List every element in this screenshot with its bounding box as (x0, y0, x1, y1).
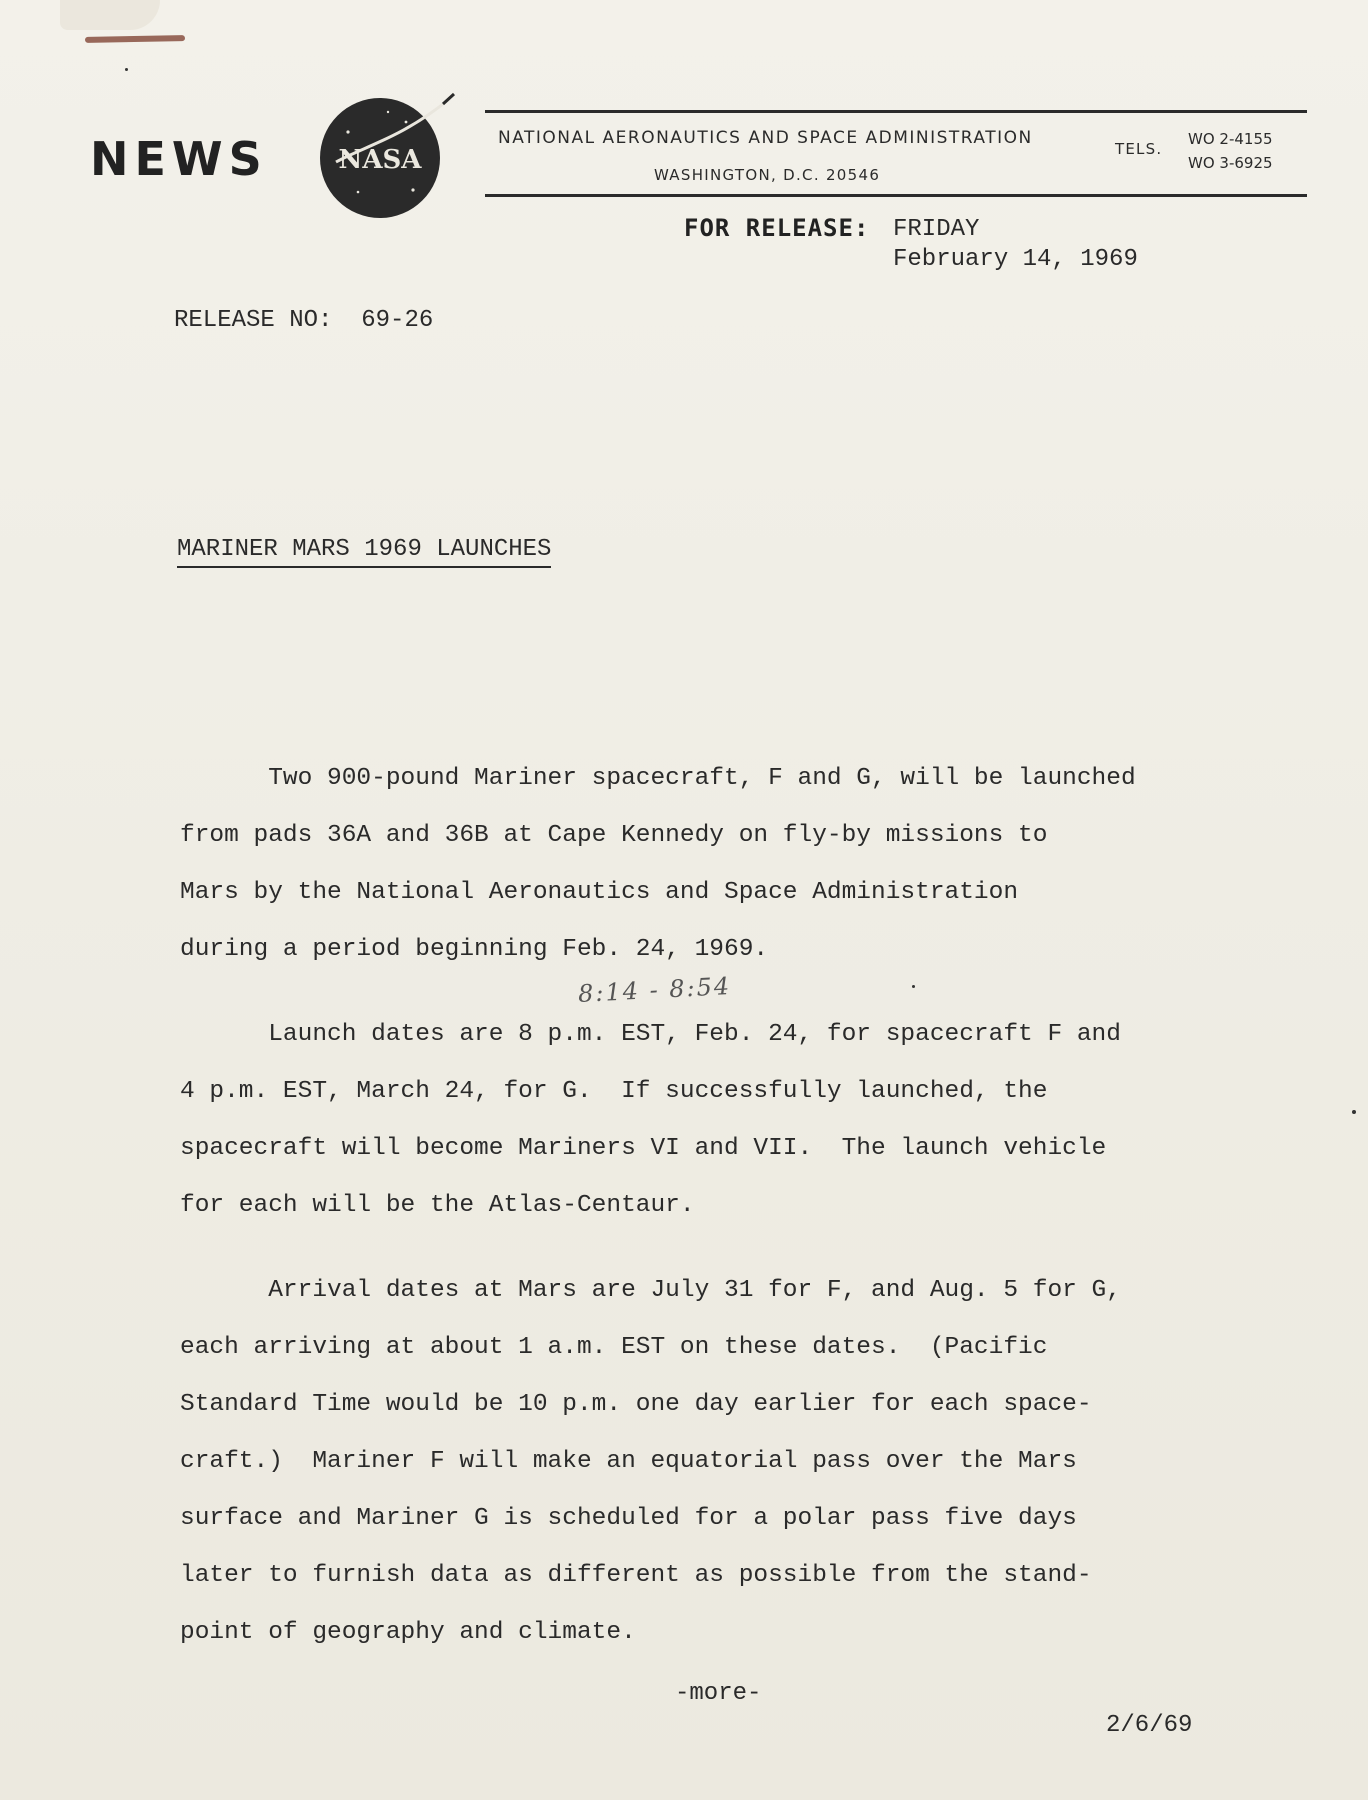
body-paragraph: Launch dates are 8 p.m. EST, Feb. 24, for spacecraft F and 4 p.m. EST, March 24, for G. If successfully launched, the spacecraft will become Mariners VI and VII. The launch vehicle for each will be the Atlas-Centaur. (180, 1021, 1121, 1219)
release-date: February 14, 1969 (893, 246, 1138, 273)
nasa-logo-icon (318, 92, 458, 222)
paper-speck (125, 68, 128, 71)
paper-corner-wear (60, 0, 160, 30)
release-number: RELEASE NO: 69-26 (174, 307, 434, 334)
body-paragraph: Two 900-pound Mariner spacecraft, F and G, will be launched from pads 36A and 36B at Cape Kennedy on fly-by missions to Mars by the National Aeronautics and Space Administration during a period beginning Feb. 24, 1969. (180, 765, 1136, 963)
paper-speck (912, 985, 915, 988)
agency-name: NATIONAL AERONAUTICS AND SPACE ADMINISTRATION (498, 128, 1033, 148)
footer-date: 2/6/69 (1106, 1712, 1193, 1739)
release-label: FOR RELEASE: (684, 214, 870, 242)
header-rule-top (485, 110, 1307, 113)
more-indicator: -more- (675, 1680, 762, 1707)
paper-speck (1352, 1110, 1356, 1114)
tels-label: TELS. (1115, 140, 1163, 158)
handwritten-annotation: 8:14 - 8:54 (577, 972, 732, 1008)
release-day: FRIDAY (893, 216, 980, 243)
telephone-number: WO 3-6925 (1188, 154, 1273, 172)
header-rule-bottom (485, 194, 1307, 197)
body-paragraph: Arrival dates at Mars are July 31 for F, and Aug. 5 for G, each arriving at about 1 a.m. EST on these dates. (Pacific Standard Time would be 10 p.m. one day earlier for each space- craft.) Mariner F will make an equatorial pass over the Mars surface and Mariner G is scheduled for a polar pass five days later to furnish data as different as possible from the stand- point of geography and climate. (180, 1277, 1121, 1646)
news-label: NEWS (90, 132, 268, 186)
headline: MARINER MARS 1969 LAUNCHES (177, 536, 551, 568)
logo-text: NASA (338, 145, 422, 175)
telephone-number: WO 2-4155 (1188, 130, 1273, 148)
agency-address: WASHINGTON, D.C. 20546 (654, 166, 881, 184)
